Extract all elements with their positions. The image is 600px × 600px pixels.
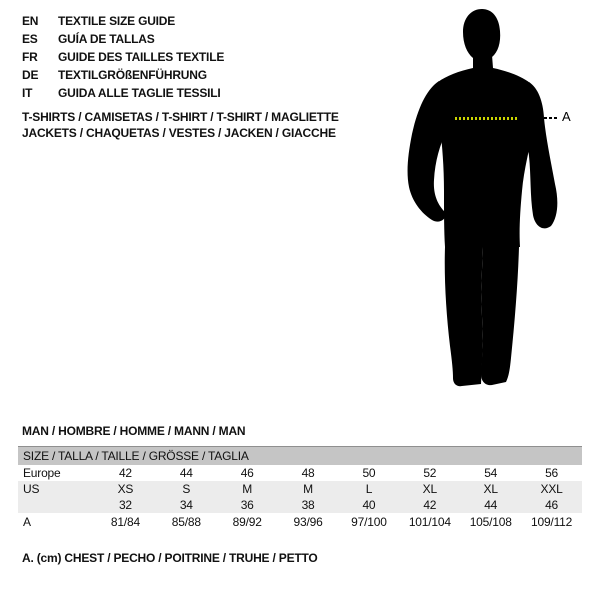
chest-measure-dashes — [455, 117, 519, 120]
size-value: 48 — [301, 466, 315, 480]
size-table-header: SIZE / TALLA / TAILLE / GRÖSSE / TAGLIA — [18, 446, 582, 465]
size-value: 89/92 — [232, 515, 262, 529]
language-row-fr — [22, 49, 224, 65]
size-value: 42 — [118, 466, 132, 480]
table-row-us-letters — [18, 481, 582, 497]
measure-label-a: A — [562, 109, 571, 124]
size-value: 34 — [156, 497, 217, 513]
language-text: GUIDE DES TAILLES TEXTILE — [58, 50, 225, 64]
language-code: FR — [22, 50, 38, 64]
size-value: XL — [460, 481, 521, 497]
size-value: 46 — [521, 497, 582, 513]
row-label: A — [23, 515, 31, 529]
language-list — [22, 13, 224, 103]
size-value: S — [156, 481, 217, 497]
size-table-grid — [18, 465, 582, 532]
size-value: 46 — [240, 466, 254, 480]
row-label — [18, 497, 95, 513]
language-text: GUIDA ALLE TAGLIE TESSILI — [58, 86, 221, 100]
size-value: 38 — [278, 497, 339, 513]
size-value: 54 — [484, 466, 498, 480]
size-value: XS — [95, 481, 156, 497]
size-value: 81/84 — [110, 515, 140, 529]
size-table — [18, 446, 582, 532]
table-row-europe — [18, 465, 582, 481]
size-value: XXL — [521, 481, 582, 497]
category-line-tshirts: T-SHIRTS / CAMISETAS / T-SHIRT / T-SHIRT / MAGLIETTE — [22, 110, 339, 124]
language-code: IT — [22, 86, 33, 100]
language-row-it — [22, 85, 224, 101]
table-row-us-numbers — [18, 497, 582, 513]
measurement-footnote: A. (cm) CHEST / PECHO / POITRINE / TRUHE / PETTO — [22, 551, 318, 565]
size-value: 44 — [179, 466, 193, 480]
section-title-man: MAN / HOMBRE / HOMME / MANN / MAN — [22, 424, 246, 438]
language-text: TEXTILE SIZE GUIDE — [58, 14, 176, 28]
language-text: TEXTILGRÖßENFÜHRUNG — [58, 68, 207, 82]
size-value: 93/96 — [293, 515, 323, 529]
category-line-jackets: JACKETS / CHAQUETAS / VESTES / JACKEN / GIACCHE — [22, 126, 336, 140]
language-text: GUÍA DE TALLAS — [58, 32, 155, 46]
size-value: 105/108 — [469, 515, 512, 529]
man-silhouette — [393, 5, 573, 393]
language-code: DE — [22, 68, 39, 82]
garment-categories — [22, 109, 339, 141]
row-label: US — [18, 481, 95, 497]
man-figure — [393, 5, 573, 393]
table-row-chest-a — [18, 513, 582, 532]
size-value: 97/100 — [351, 515, 387, 529]
measure-callout-dashes — [544, 117, 559, 119]
size-value: M — [278, 481, 339, 497]
size-value: 52 — [423, 466, 437, 480]
size-value: 40 — [339, 497, 400, 513]
language-row-es — [22, 31, 224, 47]
size-value: 109/112 — [531, 515, 573, 529]
size-value: 44 — [460, 497, 521, 513]
size-value: 32 — [95, 497, 156, 513]
language-row-en — [22, 13, 224, 29]
language-code: EN — [22, 14, 39, 28]
row-label: Europe — [23, 466, 61, 480]
language-code: ES — [22, 32, 38, 46]
size-value: 42 — [399, 497, 460, 513]
language-row-de — [22, 67, 224, 83]
size-value: 36 — [217, 497, 278, 513]
size-value: L — [339, 481, 400, 497]
size-value: 50 — [362, 466, 376, 480]
size-value: M — [217, 481, 278, 497]
size-value: 85/88 — [171, 515, 201, 529]
size-value: 56 — [545, 466, 559, 480]
size-value: XL — [399, 481, 460, 497]
size-value: 101/104 — [408, 515, 451, 529]
